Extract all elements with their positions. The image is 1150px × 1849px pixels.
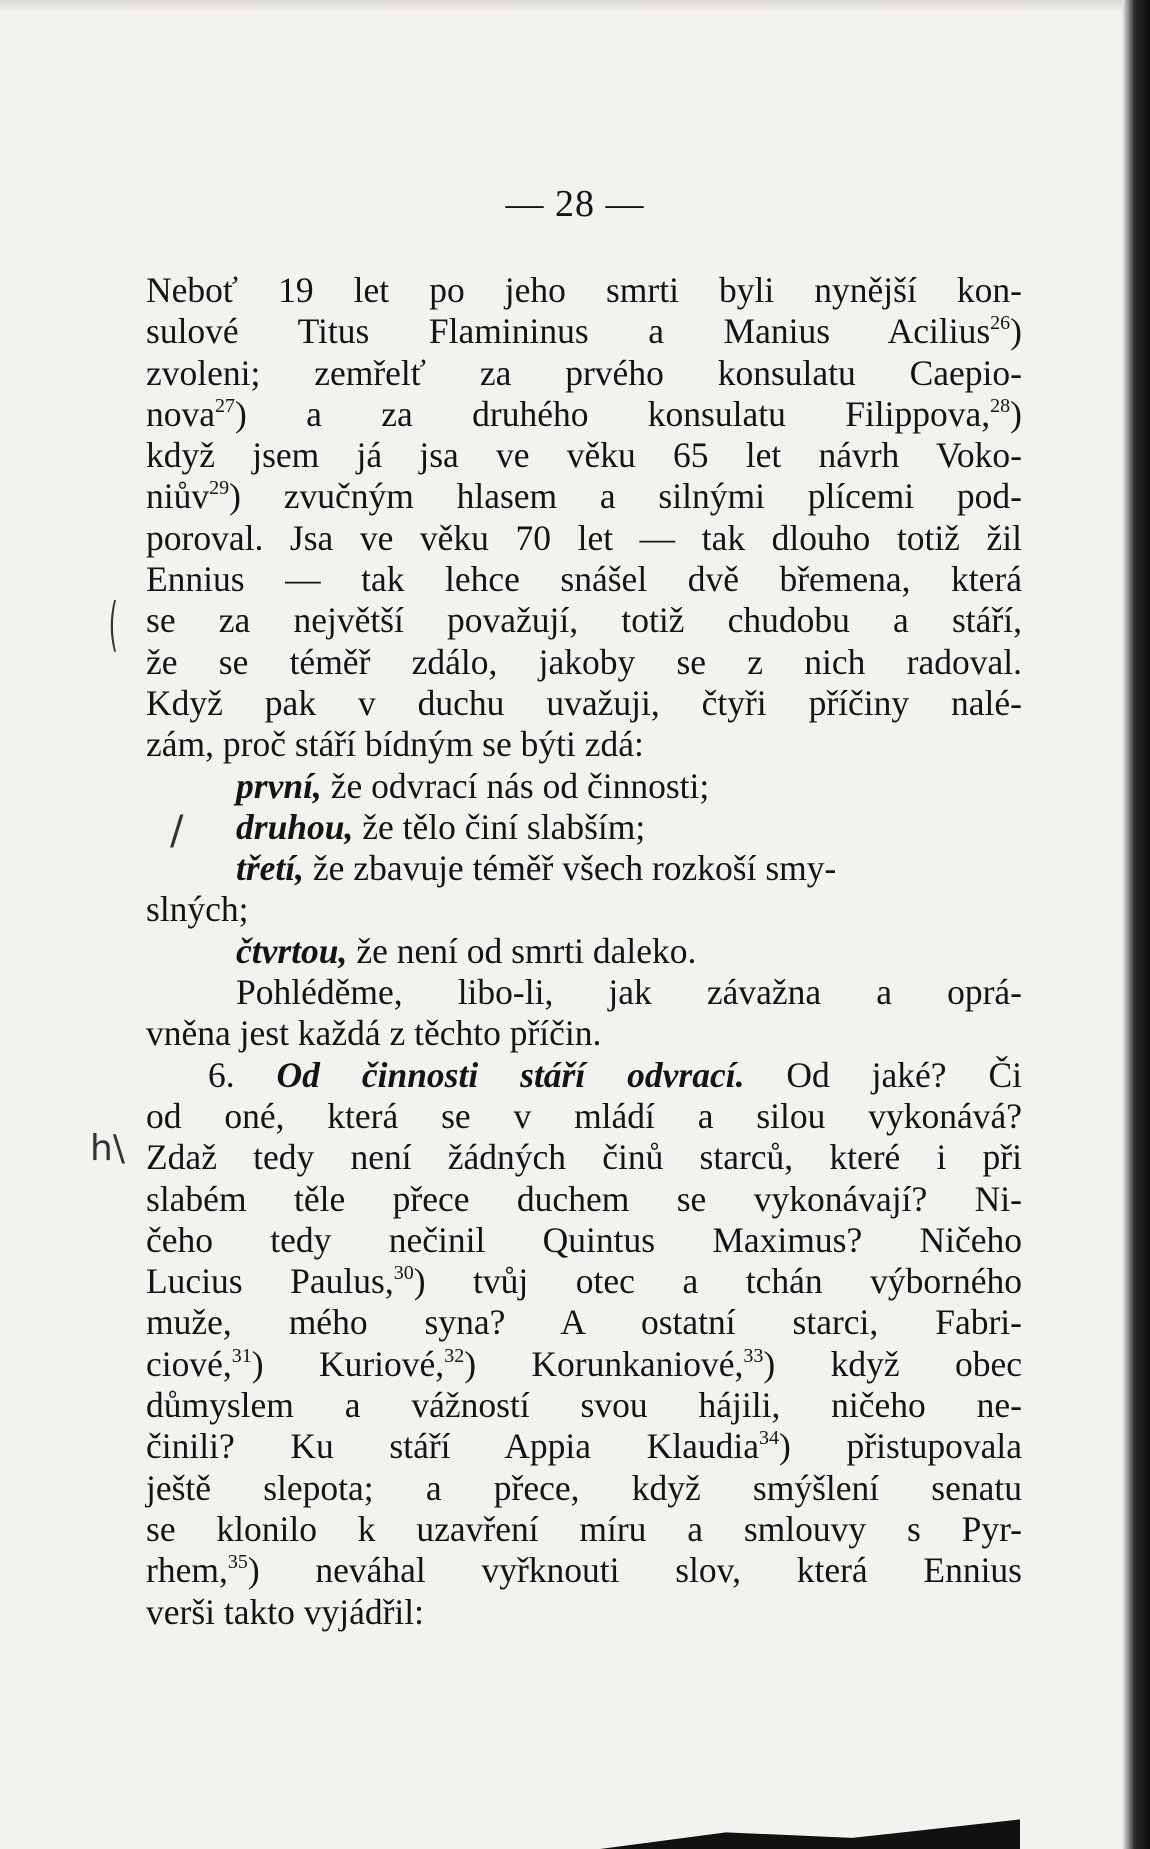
- text-line: muže, mého syna? A ostatní starci, Fabri-: [146, 1302, 1022, 1343]
- text-line: Když pak v duchu uvažuji, čtyři příčiny nalé-: [146, 682, 1022, 723]
- text-line: slabém těle přece duchem se vykonávají? Ni-: [146, 1178, 1022, 1219]
- list-item: první, že odvrací nás od činnosti;: [236, 765, 710, 806]
- text-line: sulové Titus Flamininus a Manius Acilius$^{26}$): [146, 311, 1022, 352]
- section-heading-line: 6. Od činnosti stáří odvrací. Od jaké? Či: [208, 1054, 1022, 1095]
- list-item: slných;: [146, 889, 249, 930]
- text-line: Ennius — tak lehce snášel dvě břemena, která: [146, 559, 1022, 600]
- text-line: zvoleni; zemřelť za prvého konsulatu Caepio-: [146, 352, 1022, 393]
- footnote-ref: 28: [990, 394, 1011, 417]
- section-title: Od činnosti stáří odvrací.: [276, 1054, 745, 1095]
- text-line: když jsem já jsa ve věku 65 let návrh Voko-: [146, 435, 1022, 476]
- text-line: se klonilo k uzavření míru a smlouvy s Pyr-: [146, 1508, 1022, 1549]
- text-line: ještě slepota; a přece, když smýšlení senatu: [146, 1467, 1022, 1508]
- document-body: [146, 270, 1022, 1633]
- text-line: Neboť 19 let po jeho smrti byli nynější kon-: [146, 270, 1022, 310]
- footnote-ref: 31: [231, 1344, 252, 1367]
- text-line: čeho tedy nečinil Quintus Maximus? Ničeho: [146, 1219, 1022, 1260]
- text-line: důmyslem a vážností svou hájili, ničeho ne-: [146, 1385, 1022, 1426]
- text-line: se za největší považují, totiž chudobu a stáří,: [146, 600, 1022, 641]
- list-item-label: čtvrtou,: [236, 930, 348, 971]
- footnote-ref: 34: [759, 1427, 780, 1450]
- list-item: čtvrtou, že není od smrti daleko.: [236, 930, 697, 971]
- page-top-edge: [0, 0, 1150, 12]
- text-line: Zdaž tedy není žádných činů starců, které i při: [146, 1137, 1022, 1178]
- margin-bracket-mark: (: [108, 590, 118, 658]
- text-line: poroval. Jsa ve věku 70 let — tak dlouho totiž žil: [146, 517, 1022, 558]
- text-line: od oné, která se v mládí a silou vykonává?: [146, 1095, 1022, 1136]
- list-item-label: první,: [236, 765, 322, 806]
- footnote-ref: 35: [227, 1551, 248, 1574]
- text-line: vněna jest každá z těchto příčin.: [146, 1013, 602, 1054]
- text-line: Pohléděme, libo-li, jak závažna a oprá-: [236, 972, 1022, 1013]
- bottom-ink-smudge: [600, 1812, 1020, 1849]
- footnote-ref: 26: [990, 312, 1011, 335]
- page-number: — 28 —: [505, 183, 645, 225]
- footnote-ref: 27: [215, 394, 236, 417]
- text-line: zám, proč stáří bídným se býti zdá:: [146, 724, 644, 765]
- list-item-label: druhou,: [236, 806, 354, 847]
- list-item: druhou, že tělo činí slabším;: [236, 806, 646, 847]
- list-item-label: třetí,: [236, 848, 305, 889]
- text-line: ciové,$^{31}$) Kuriové,$^{32}$) Korunkaniové,$^{33}$) když obec: [146, 1343, 1022, 1384]
- text-line: rhem,$^{35}$) neváhal vyřknouti slov, která Ennius: [146, 1550, 1022, 1591]
- text-line: nova$^{27}$) a za druhého konsulatu Filippova,$^{28}$): [146, 393, 1022, 434]
- text-line: činili? Ku stáří Appia Klaudia$^{34}$) přistupovala: [146, 1426, 1022, 1467]
- text-line: že se téměř zdálo, jakoby se z nich radoval.: [146, 641, 1022, 682]
- footnote-ref: 33: [743, 1344, 764, 1367]
- margin-section-mark: h\: [90, 1128, 125, 1169]
- text-line: Lucius Paulus,$^{30}$) tvůj otec a tchán výborného: [146, 1261, 1022, 1302]
- margin-slash-mark: /: [170, 808, 184, 854]
- footnote-ref: 32: [444, 1344, 465, 1367]
- list-item: třetí, že zbavuje téměř všech rozkoší smy-: [236, 848, 837, 889]
- footnote-ref: 30: [393, 1262, 414, 1285]
- text-line: verši takto vyjádřil:: [146, 1591, 425, 1632]
- text-line: niův$^{29}$) zvučným hlasem a silnými plícemi pod-: [146, 476, 1022, 517]
- page-binding-edge: [1122, 0, 1150, 1849]
- footnote-ref: 29: [209, 477, 230, 500]
